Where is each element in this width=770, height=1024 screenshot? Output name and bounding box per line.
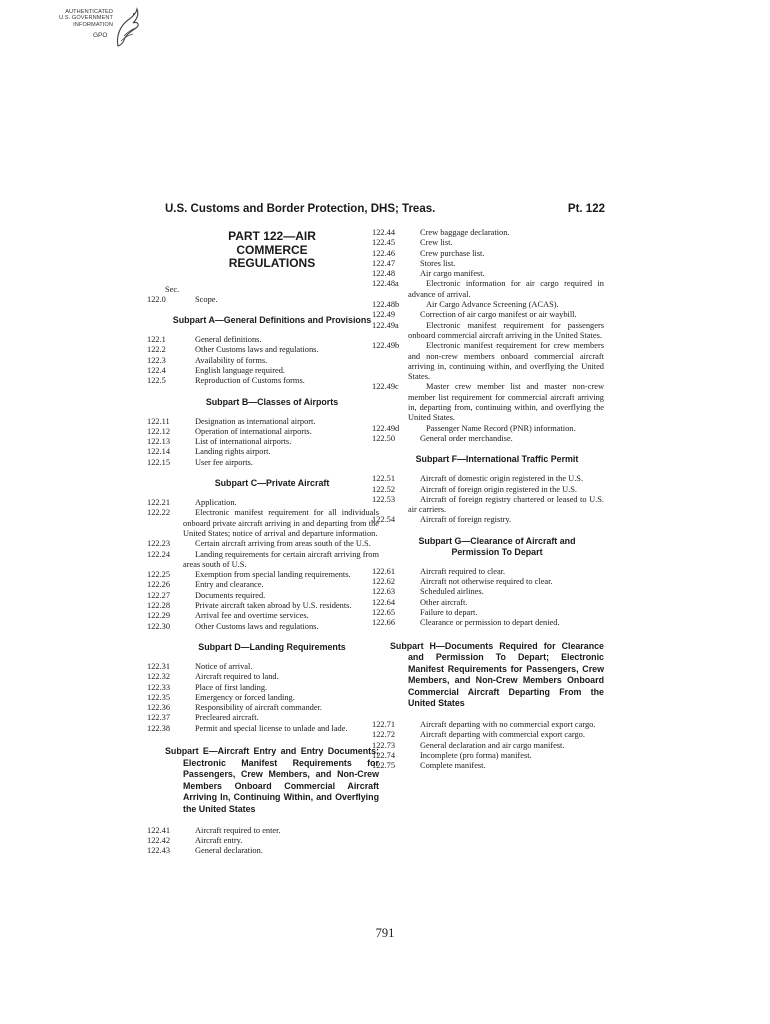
section-title: List of international airports. — [195, 437, 292, 447]
section-number: 122.49d — [372, 423, 400, 433]
toc-entry — [372, 720, 604, 730]
section-title: Notice of arrival. — [195, 661, 253, 671]
section-number: 122.5 — [147, 376, 166, 386]
section-title: Landing requirements for certain aircraft arriving from areas south of U.S. — [183, 549, 379, 569]
toc-entry — [372, 474, 604, 484]
section-number: 122.52 — [372, 484, 396, 494]
toc-entry — [147, 703, 379, 713]
left-column — [147, 228, 379, 856]
toc-entry — [147, 447, 379, 457]
section-title: General declaration. — [195, 846, 263, 856]
section-number: 122.24 — [147, 549, 171, 559]
section-title: User fee airports. — [195, 457, 253, 467]
toc-entry — [147, 355, 379, 366]
toc-entry — [372, 341, 604, 382]
section-number: 122.15 — [147, 457, 171, 467]
toc-entry — [147, 365, 379, 376]
toc-entry — [147, 611, 379, 621]
section-number: 122.72 — [372, 730, 396, 740]
section-number: 122.14 — [147, 447, 171, 457]
toc-entry — [372, 484, 604, 495]
continued-list — [372, 228, 604, 444]
section-title: Private aircraft taken abroad by U.S. residents. — [195, 601, 352, 611]
section-title: Crew purchase list. — [420, 248, 485, 258]
section-title: Crew list. — [420, 238, 453, 248]
toc-entry — [372, 577, 604, 587]
section-title: Place of first landing. — [195, 682, 268, 692]
section-number: 122.42 — [147, 835, 171, 845]
section-title: Master crew member list and master non-crew member list requirement for commercial aircraft arriving in, departing from, continuing within, and overflying the United States. — [408, 382, 604, 423]
toc-entry — [372, 320, 604, 342]
section-number: 122.61 — [372, 566, 396, 576]
section-number: 122.28 — [147, 601, 171, 611]
toc-entry — [147, 549, 379, 571]
subpart-g-list — [372, 566, 604, 629]
section-number: 122.0 — [147, 294, 166, 304]
subpart-d-list — [147, 661, 379, 734]
section-number: 122.44 — [372, 228, 396, 237]
toc-entry — [147, 580, 379, 590]
section-title: Correction of air cargo manifest or air waybill. — [420, 310, 577, 320]
toc-entry — [372, 618, 604, 628]
toc-entry — [147, 621, 379, 632]
subpart-heading: Subpart D—Landing Requirements — [198, 641, 346, 652]
subpart-heading: Subpart H—Documents Required for Clearance and Permission To Depart; Electronic Manifest Requirements for Passengers, Crew Members, and Non-Crew Members Onboard Commercial Aircraft Departing From the United States — [390, 640, 604, 709]
section-number: 122.31 — [147, 661, 171, 671]
toc-entry — [372, 587, 604, 597]
section-title: Aircraft departing with no commercial export cargo. — [420, 720, 596, 730]
section-title: Aircraft required to land. — [195, 672, 279, 682]
section-number: 122.21 — [147, 498, 171, 508]
toc-entry — [147, 723, 379, 734]
part-title: PART 122—AIR COMMERCE REGULATIONS — [228, 229, 316, 270]
toc-entry — [147, 835, 379, 846]
section-title: Electronic manifest requirement for crew members and non-crew members onboard commercial aircraft arriving in, continuing within, and overflying the United States. — [408, 341, 604, 382]
section-number: 122.63 — [372, 587, 396, 597]
section-number: 122.62 — [372, 577, 396, 587]
section-title: Complete manifest. — [420, 761, 486, 771]
subpart-e-list — [147, 825, 379, 857]
toc-entry — [372, 740, 604, 751]
section-number: 122.35 — [147, 692, 171, 702]
section-title: Aircraft required to enter. — [195, 825, 281, 835]
section-title: Aircraft of foreign registry. — [420, 515, 512, 525]
toc-entry — [372, 607, 604, 618]
toc-entry — [147, 713, 379, 723]
toc-entry — [372, 433, 604, 444]
section-title: Incomplete (pro forma) manifest. — [420, 750, 532, 760]
toc-entry — [147, 335, 379, 345]
sec-label: Sec. — [165, 284, 180, 294]
section-number: 122.64 — [372, 597, 396, 607]
toc-entry — [372, 750, 604, 761]
subpart-b-list — [147, 416, 379, 468]
eagle-icon — [110, 6, 142, 48]
section-title: Air Cargo Advance Screening (ACAS). — [426, 300, 559, 310]
section-title: Electronic information for air cargo required in advance of arrival. — [408, 279, 604, 299]
section-number: 122.75 — [372, 761, 396, 771]
gpo-authentication-logo — [55, 6, 145, 48]
section-title: Scheduled airlines. — [420, 587, 484, 597]
toc-entry — [147, 416, 379, 427]
section-number: 122.49a — [372, 320, 399, 330]
section-number: 122.45 — [372, 238, 396, 248]
toc-entry — [372, 279, 604, 300]
section-title: Passenger Name Record (PNR) information. — [426, 423, 576, 433]
section-number: 122.30 — [147, 621, 171, 631]
toc-entry — [372, 566, 604, 577]
section-title: Application. — [195, 498, 237, 508]
toc-entry — [147, 661, 379, 672]
section-title: Documents required. — [195, 590, 266, 600]
toc-entry — [147, 539, 379, 549]
section-title: Electronic manifest requirement for all individuals onboard private aircraft arriving in and departing from the United States; notice of arrival and departure information. — [183, 508, 379, 538]
header-part: Pt. 122 — [567, 203, 605, 215]
toc-entry — [147, 672, 379, 682]
subpart-heading: Subpart E—Aircraft Entry and Entry Documents; Electronic Manifest Requirements for Passengers, Crew Members, and Non-Crew Members Onboard Commercial Aircraft Arriving In, Continuing Within, and Overflying the United States — [165, 746, 379, 814]
toc-entry — [372, 423, 604, 434]
section-title: General order merchandise. — [420, 433, 513, 443]
logo-text — [58, 9, 113, 28]
section-number: 122.65 — [372, 607, 396, 617]
section-title: Aircraft entry. — [195, 835, 243, 845]
subpart-a-list — [147, 335, 379, 386]
section-title: English language required. — [195, 365, 286, 375]
toc-entry — [372, 248, 604, 259]
section-title: Responsibility of aircraft commander. — [195, 703, 322, 713]
section-number: 122.11 — [147, 416, 170, 426]
section-title: General declaration and air cargo manifest. — [420, 740, 565, 750]
toc-entry — [147, 508, 379, 539]
section-title: Availability of forms. — [195, 355, 268, 365]
section-number: 122.41 — [147, 825, 171, 835]
section-number: 122.49c — [372, 382, 399, 392]
section-number: 122.71 — [372, 720, 396, 730]
section-title: Aircraft required to clear. — [420, 566, 506, 576]
section-number: 122.32 — [147, 672, 171, 682]
section-title: Permit and special license to unlade and lade. — [195, 723, 348, 733]
section-title: Precleared aircraft. — [195, 713, 259, 723]
section-title: General definitions. — [195, 335, 262, 345]
section-number: 122.29 — [147, 611, 171, 621]
subpart-h-list — [372, 720, 604, 771]
toc-entry — [147, 682, 379, 693]
logo-line-3: INFORMATION — [73, 21, 113, 28]
subpart-heading: Subpart A—General Definitions and Provisions — [172, 315, 372, 326]
toc-entry — [147, 825, 379, 836]
section-title: Stores list. — [420, 258, 456, 268]
section-title: Designation as international airport. — [195, 416, 316, 426]
toc-entry — [372, 269, 604, 279]
section-number: 122.66 — [372, 618, 396, 628]
section-title: Reproduction of Customs forms. — [195, 376, 305, 386]
toc-entry — [372, 761, 604, 771]
header-agency: U.S. Customs and Border Protection, DHS; Treas. — [165, 203, 436, 215]
section-number: 122.54 — [372, 515, 396, 525]
toc-entry — [147, 376, 379, 386]
toc-entry — [372, 310, 604, 320]
toc-entry — [147, 437, 379, 447]
section-number: 122.2 — [147, 345, 166, 355]
section-number: 122.51 — [372, 474, 396, 484]
logo-line-2: U.S. GOVERNMENT — [58, 15, 113, 22]
section-title: Crew baggage declaration. — [420, 228, 510, 237]
section-number: 122.23 — [147, 539, 171, 549]
toc-entry — [147, 457, 379, 468]
section-title: Air cargo manifest. — [420, 269, 485, 279]
toc-entry — [372, 228, 604, 238]
toc-entry — [147, 570, 379, 580]
section-number: 122.25 — [147, 570, 171, 580]
toc-entry — [147, 692, 379, 703]
toc-entry — [372, 597, 604, 608]
toc-entry — [372, 494, 604, 516]
section-title: Certain aircraft arriving from areas south of the U.S. — [195, 539, 371, 549]
section-number: 122.49b — [372, 341, 400, 351]
section-number: 122.12 — [147, 426, 171, 436]
section-number: 122.46 — [372, 248, 396, 258]
toc-entry — [147, 601, 379, 611]
subpart-heading: Subpart C—Private Aircraft — [214, 478, 330, 489]
section-title: Operation of international airports. — [195, 426, 312, 436]
subpart-heading: Subpart G—Clearance of Aircraft and Permission To Depart — [418, 535, 576, 557]
toc-entry — [372, 515, 604, 525]
section-number: 122.48b — [372, 300, 400, 310]
section-number: 122.48a — [372, 279, 399, 289]
section-title: Arrival fee and overtime services. — [195, 611, 309, 621]
section-number: 122.43 — [147, 846, 171, 856]
section-title: Aircraft not otherwise required to clear. — [420, 577, 553, 587]
section-number: 122.26 — [147, 580, 171, 590]
section-number: 122.37 — [147, 713, 171, 723]
subpart-heading: Subpart F—International Traffic Permit — [415, 454, 579, 465]
toc-entry — [147, 846, 379, 856]
section-title: Other Customs laws and regulations. — [195, 345, 319, 355]
logo-line-1: AUTHENTICATED — [65, 9, 113, 15]
section-number: 122.3 — [147, 355, 166, 365]
section-title: Electronic manifest requirement for passengers onboard commercial aircraft arriving in the United States. — [408, 320, 604, 340]
section-title: Other aircraft. — [420, 597, 468, 607]
section-number: 122.1 — [147, 335, 166, 345]
toc-entry — [372, 258, 604, 269]
toc-entry — [147, 426, 379, 437]
toc-entry — [147, 590, 379, 601]
right-column — [372, 228, 604, 772]
toc-entry — [147, 498, 379, 508]
toc-entry — [372, 730, 604, 740]
section-title: Failure to depart. — [420, 607, 478, 617]
section-number: 122.27 — [147, 590, 171, 600]
section-number: 122.73 — [372, 740, 396, 750]
section-title: Landing rights airport. — [195, 447, 271, 457]
toc-entry — [372, 382, 604, 423]
section-number: 122.4 — [147, 365, 166, 375]
section-number: 122.47 — [372, 258, 396, 268]
subpart-f-list — [372, 474, 604, 525]
section-title: Aircraft of domestic origin registered in the U.S. — [420, 474, 584, 484]
section-number: 122.53 — [372, 494, 396, 504]
section-title: Aircraft of foreign origin registered in the U.S. — [420, 484, 577, 494]
section-title: Aircraft of foreign registry chartered or leased to U.S. air carriers. — [408, 494, 604, 515]
page-number: 791 — [375, 926, 395, 940]
toc-entry — [372, 300, 604, 310]
section-title: Scope. — [195, 294, 218, 304]
toc-entry — [372, 238, 604, 248]
section-title: Emergency or forced landing. — [195, 692, 295, 702]
toc-entry — [147, 294, 379, 305]
section-number: 122.74 — [372, 750, 396, 760]
subpart-c-list — [147, 498, 379, 632]
section-title: Aircraft departing with commercial export cargo. — [420, 730, 585, 740]
section-title: Exemption from special landing requirements. — [195, 570, 351, 580]
section-title: Entry and clearance. — [195, 580, 264, 590]
toc-entry — [147, 345, 379, 355]
section-title: Clearance or permission to depart denied. — [420, 618, 560, 628]
section-number: 122.33 — [147, 682, 171, 692]
section-number: 122.38 — [147, 723, 171, 733]
section-number: 122.36 — [147, 703, 171, 713]
logo-gpo: GPO — [93, 32, 108, 39]
section-number: 122.13 — [147, 437, 171, 447]
section-number: 122.48 — [372, 269, 396, 279]
section-number: 122.50 — [372, 433, 396, 443]
subpart-heading: Subpart B—Classes of Airports — [205, 396, 339, 407]
section-title: Other Customs laws and regulations. — [195, 621, 319, 631]
section-number: 122.22 — [147, 508, 171, 518]
section-number: 122.49 — [372, 310, 396, 320]
